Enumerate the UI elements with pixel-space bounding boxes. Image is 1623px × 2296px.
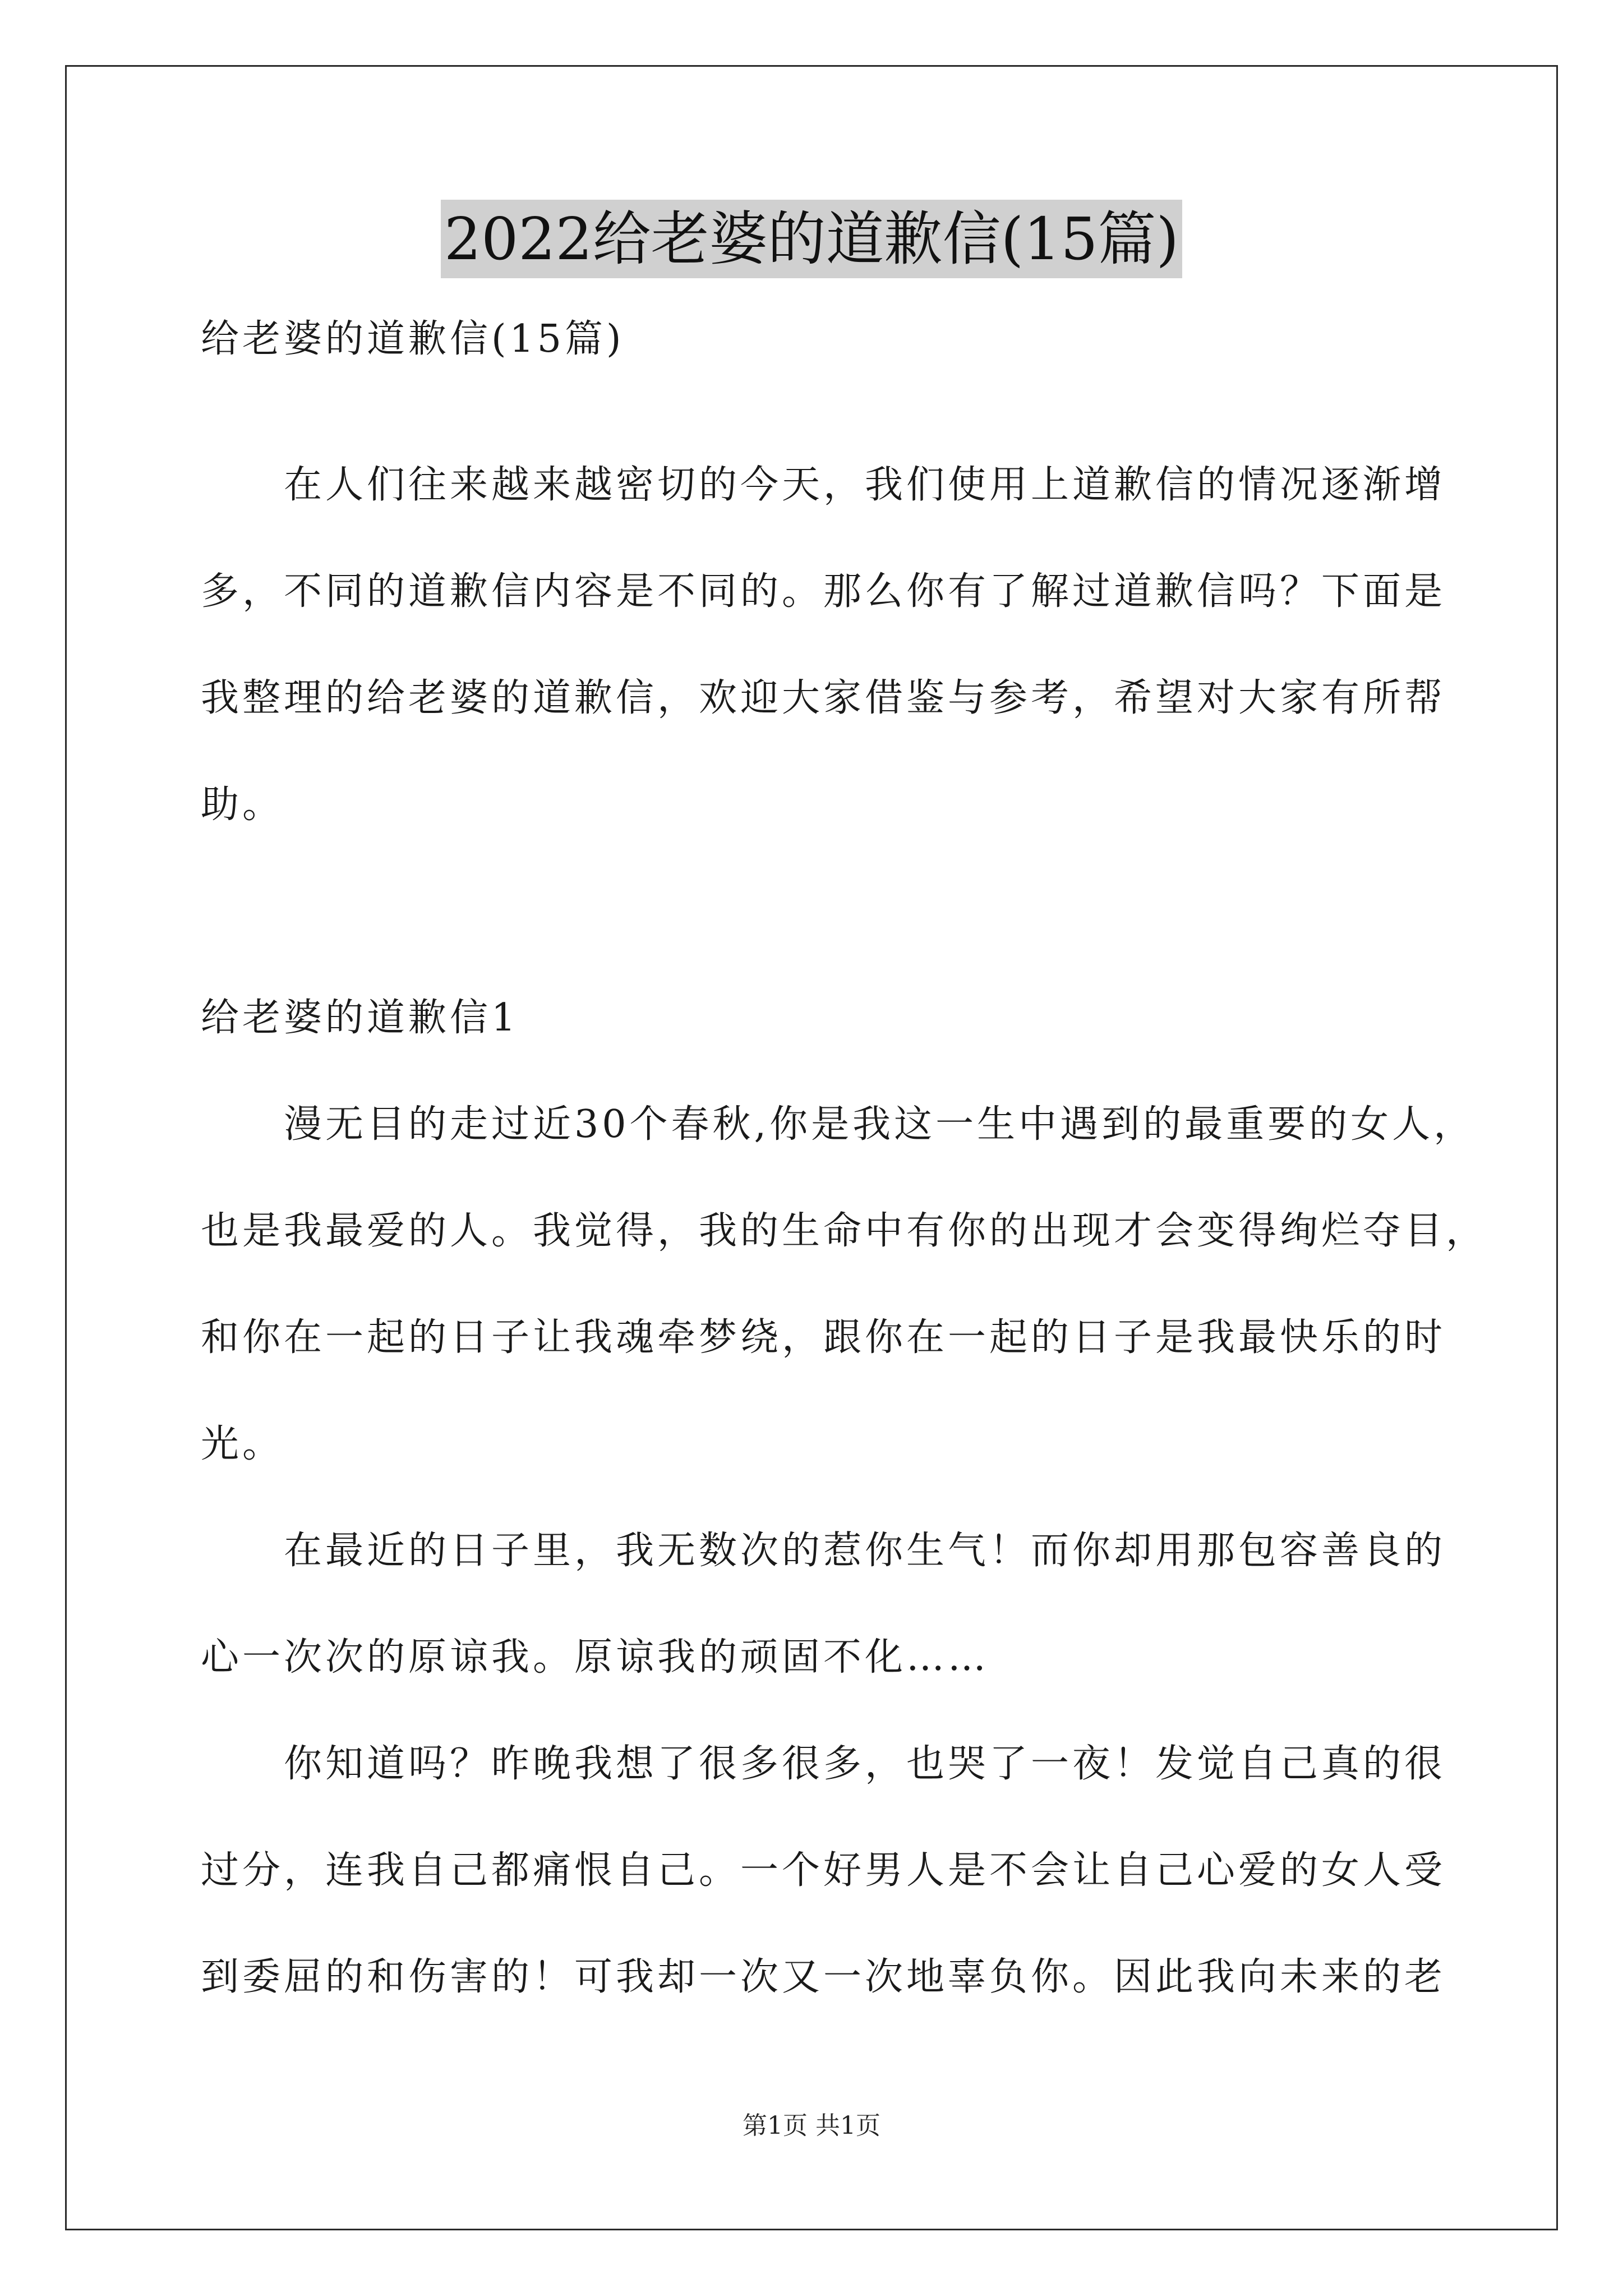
letter-paragraph-3-line-3: 到委屈的和伤害的！可我却一次又一次地辜负你。因此我向未来的老	[201, 1955, 1446, 1999]
intro-paragraph-line-4: 助。	[201, 783, 284, 827]
letter-paragraph-1-line-2: 也是我最爱的人。我觉得，我的生命中有你的出现才会变得绚烂夺目，	[201, 1209, 1488, 1253]
title-container	[0, 200, 1623, 278]
subtitle-line: 给老婆的道歉信(15篇)	[201, 317, 625, 361]
page-footer: 第1页 共1页	[743, 2111, 880, 2140]
letter-paragraph-1-line-3: 和你在一起的日子让我魂牵梦绕，跟你在一起的日子是我最快乐的时	[201, 1315, 1446, 1360]
letter-paragraph-3-line-2: 过分，连我自己都痛恨自己。一个好男人是不会让自己心爱的女人受	[201, 1848, 1446, 1893]
intro-paragraph-line-1: 在人们往来越来越密切的今天，我们使用上道歉信的情况逐渐增	[284, 463, 1446, 507]
letter-paragraph-2-line-2: 心一次次的原谅我。原谅我的顽固不化……	[201, 1635, 990, 1680]
letter-paragraph-1-line-1: 漫无目的走过近30个春秋,你是我这一生中遇到的最重要的女人，	[284, 1102, 1476, 1147]
document-title: 2022给老婆的道歉信(15篇)	[441, 200, 1182, 278]
letter-paragraph-3-line-1: 你知道吗？昨晚我想了很多很多，也哭了一夜！发觉自己真的很	[284, 1742, 1446, 1786]
intro-paragraph-line-2: 多，不同的道歉信内容是不同的。那么你有了解过道歉信吗？下面是	[201, 569, 1446, 614]
intro-paragraph-line-3: 我整理的给老婆的道歉信，欢迎大家借鉴与参考，希望对大家有所帮	[201, 676, 1446, 720]
letter-paragraph-1-line-4: 光。	[201, 1422, 284, 1466]
section-heading-1: 给老婆的道歉信1	[201, 996, 519, 1040]
letter-paragraph-2-line-1: 在最近的日子里，我无数次的惹你生气！而你却用那包容善良的	[284, 1529, 1446, 1573]
